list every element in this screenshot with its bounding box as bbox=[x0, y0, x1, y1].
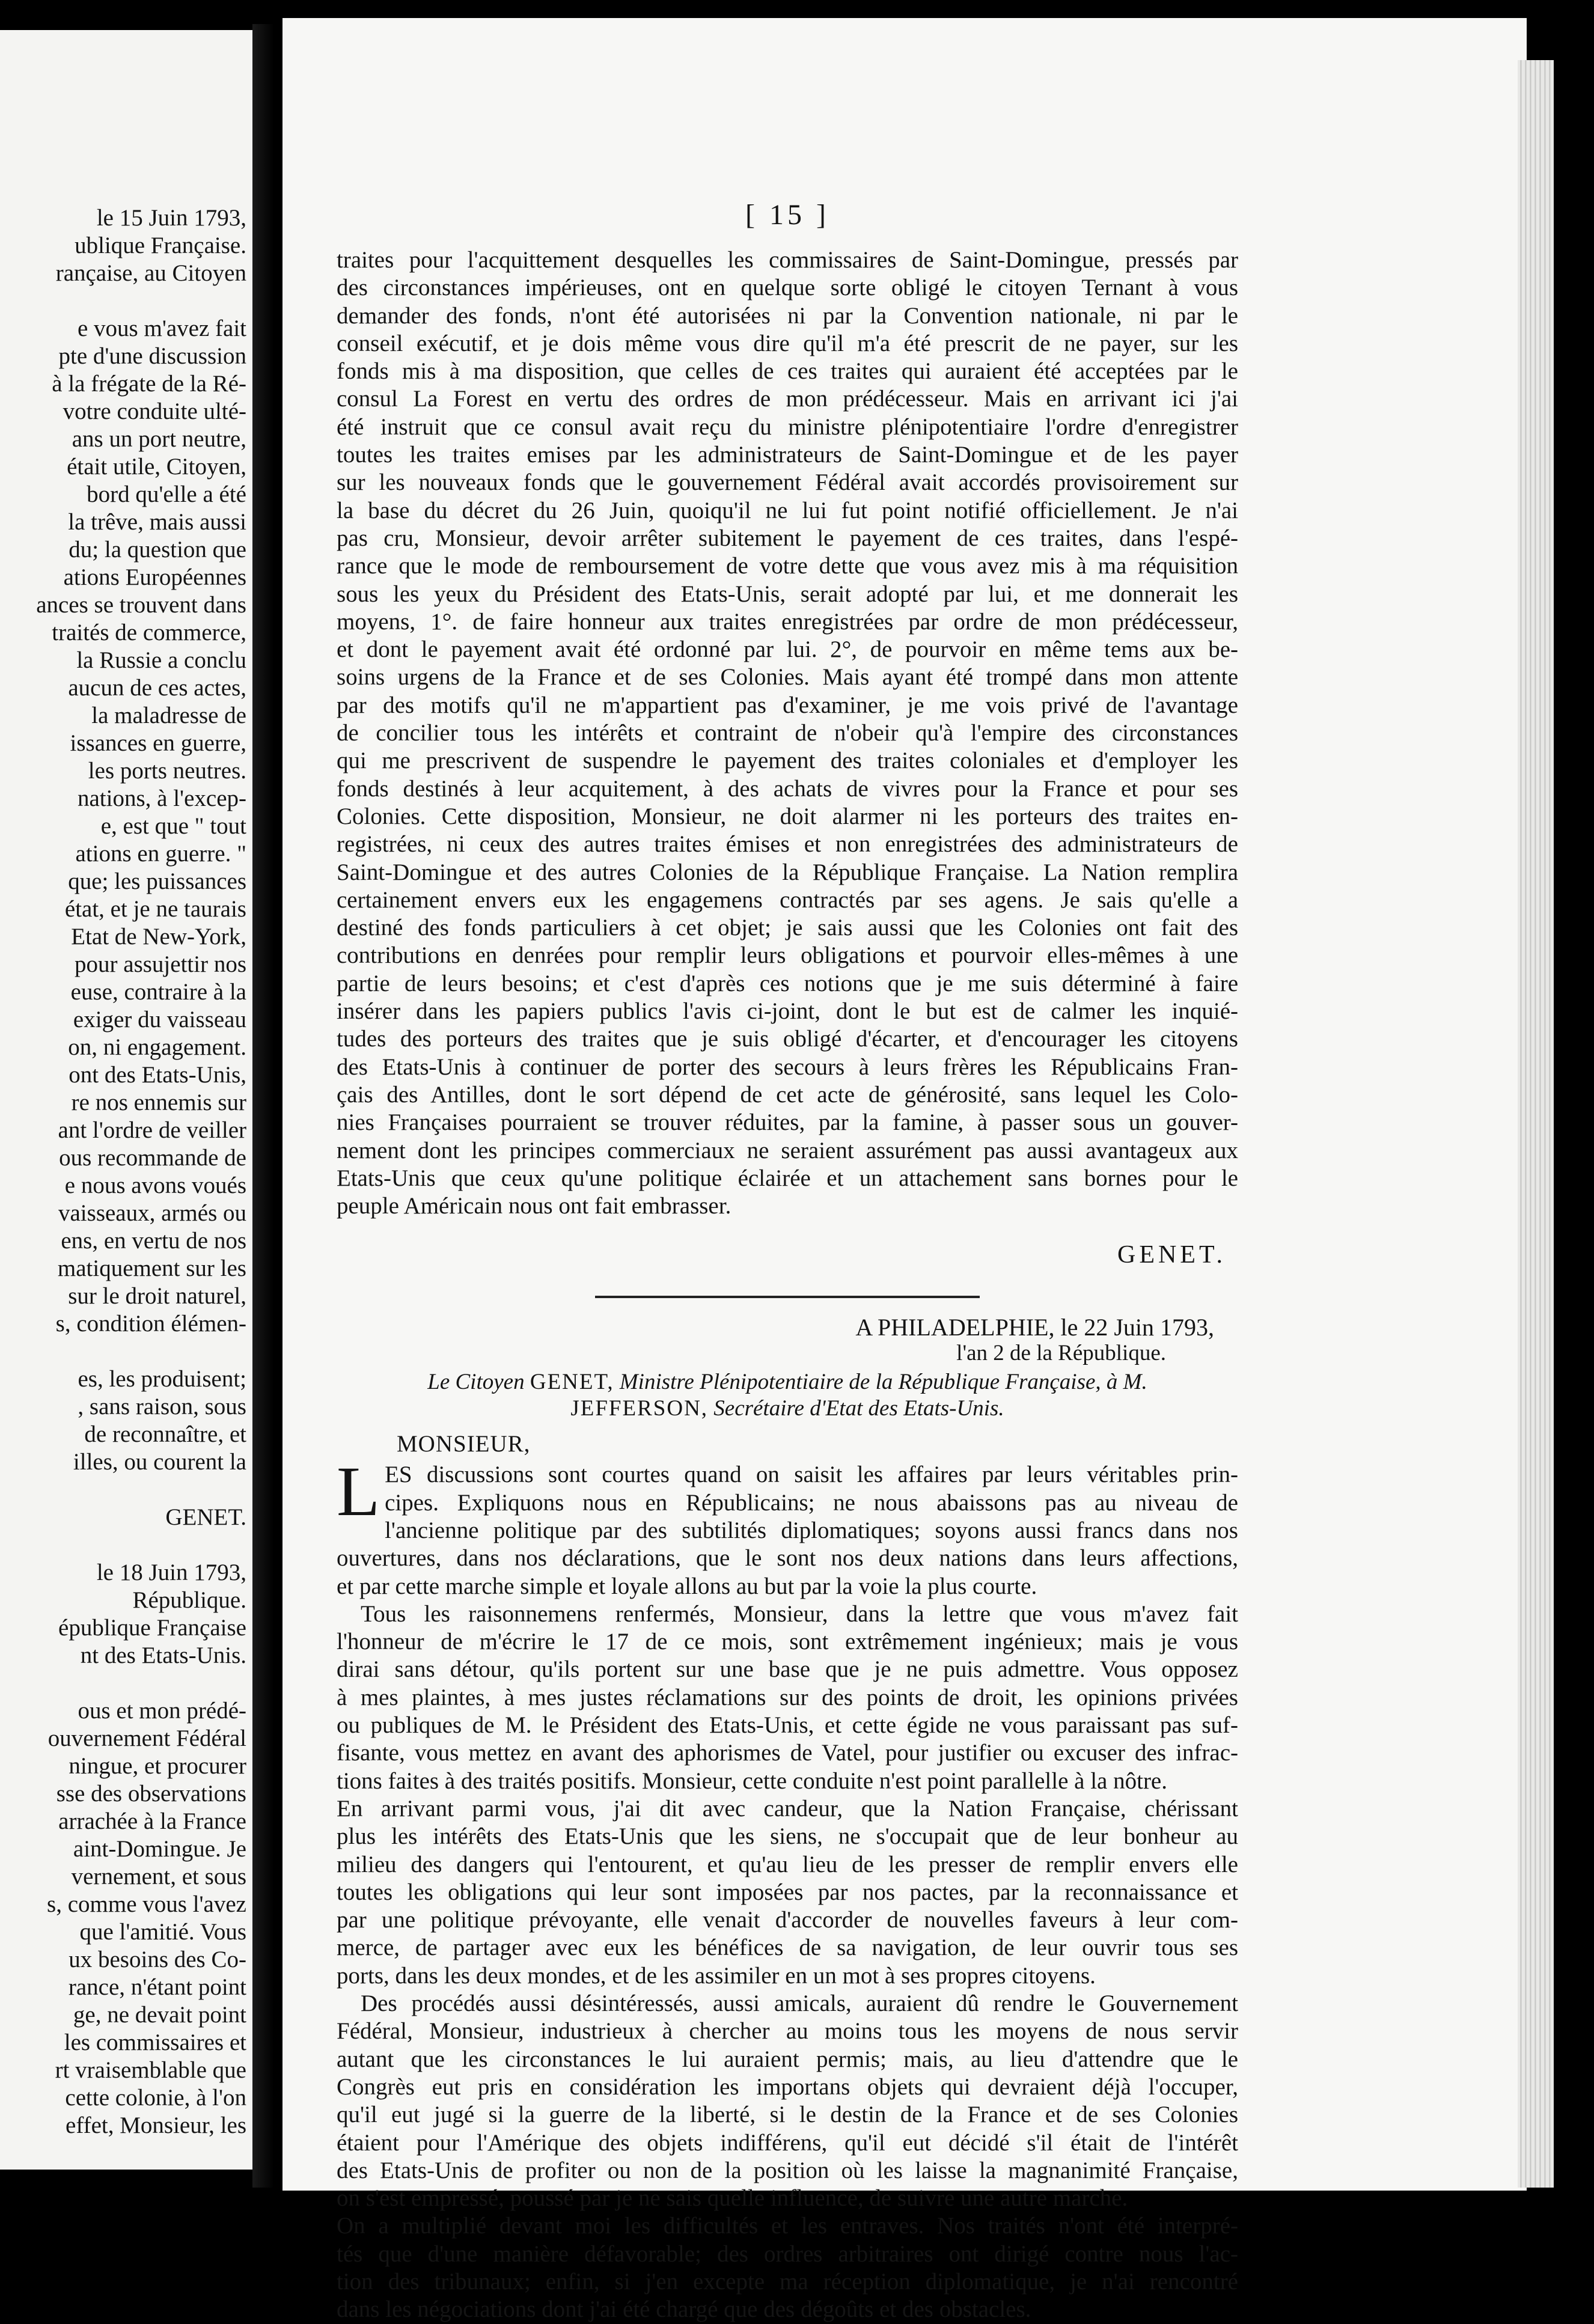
text-line: toutes les obligations qui leur sont imposées par nos pactes, par la reconnaissance et bbox=[337, 1879, 1238, 1905]
text-line: ouvertures, dans nos déclarations, que le sont nos deux nations dans leurs affections, bbox=[337, 1545, 1238, 1572]
text-line: euse, contraire à la bbox=[70, 979, 246, 1005]
text-line: des Etats-Unis à continuer de porter des secours à leurs frères les Républicains Fran- bbox=[337, 1054, 1238, 1080]
text-line: peuple Américain nous ont fait embrasser. bbox=[337, 1193, 731, 1219]
text-line: la maladresse de bbox=[91, 703, 246, 728]
text-line: issances en guerre, bbox=[70, 730, 246, 756]
text-line: destiné des fonds particuliers à cet objet; je sais aussi que les Colonies ont fait des bbox=[337, 915, 1238, 941]
text-line: pte d'une discussion bbox=[58, 343, 246, 369]
text-line: En arrivant parmi vous, j'ai dit avec candeur, que la Nation Française, chérissant bbox=[337, 1795, 1238, 1822]
section-divider bbox=[595, 1296, 980, 1298]
text-line: l'honneur de m'écrire le 17 de ce mois, sont extrêmement ingénieux; mais je vous bbox=[337, 1629, 1238, 1655]
text-line: ous recommande de bbox=[59, 1145, 246, 1171]
text-line: ports, dans les deux mondes, et de les assimiler en un mot à ses propres citoyens. bbox=[337, 1962, 1096, 1989]
text-line: sur le droit naturel, bbox=[68, 1283, 246, 1309]
text-line: ations en guerre. " bbox=[75, 841, 246, 867]
text-line: l'ancienne politique par des subtilités diplomatiques; soyons aussi francs dans nos bbox=[385, 1517, 1238, 1543]
text-line: cette colonie, à l'on bbox=[65, 2085, 246, 2111]
text-line: sous les yeux du Président des Etats-Unis, serait adopté par lui, et me donnerait les bbox=[337, 581, 1238, 607]
text-line: ux besoins des Co- bbox=[69, 1947, 246, 1972]
text-line: et dont le payement avait été ordonné par lui. 2°, de pourvoir en même tems aux be- bbox=[337, 636, 1238, 663]
text-line: la trêve, mais aussi bbox=[68, 509, 246, 535]
text-line: tés que d'une manière défavorable; des ordres arbitraires ont dirigé contre nous l'ac- bbox=[337, 2240, 1238, 2267]
text-line: République. bbox=[132, 1587, 246, 1613]
text-line: tion des tribunaux; enfin, si j'en excepte ma réception diplomatique, je n'ai rencontré bbox=[337, 2269, 1238, 2295]
header-name-jefferson: JEFFERSON, bbox=[570, 1396, 709, 1421]
text-line: qu'il eut jugé si la guerre de la liberté, si le destin de la France et de ses Colonies bbox=[337, 2102, 1238, 2128]
text-line: on, ni engagement. bbox=[68, 1034, 246, 1060]
text-line: aint-Domingue. Je bbox=[73, 1836, 246, 1862]
text-line: Tous les raisonnemens renfermés, Monsieur, dans la lettre que vous m'avez fait bbox=[361, 1600, 1238, 1627]
text-line: re nos ennemis sur bbox=[71, 1090, 246, 1115]
text-line: à la frégate de la Ré- bbox=[52, 371, 246, 397]
text-line: nt des Etats-Unis. bbox=[80, 1642, 246, 1668]
text-line: ens, en vertu de nos bbox=[61, 1228, 246, 1254]
text-line: par des motifs qu'il ne m'appartient pas d'examiner, je me vois privé de l'avantage bbox=[337, 692, 1238, 718]
letter1-body bbox=[337, 246, 1238, 1220]
text-line: contributions en denrées pour remplir leurs obligations et pourvoir elles-mêmes à une bbox=[337, 942, 1238, 969]
drop-cap: L bbox=[337, 1452, 380, 1531]
left-page-text-column bbox=[0, 204, 246, 2139]
text-line: rance que le mode de remboursement de votre dette que vous avez mis à ma réquisition bbox=[337, 553, 1238, 579]
text-line: des Etats-Unis de profiter ou non de la position où les laisse la magnanimité Française, bbox=[337, 2157, 1238, 2183]
text-line: Des procédés aussi désintéressés, aussi amicals, auraient dû rendre le Gouvernement bbox=[361, 1990, 1238, 2017]
text-line: nations, à l'excep- bbox=[78, 785, 246, 811]
text-line: nement dont les principes commerciaux ne seraient assurément pas aussi avantageux aux bbox=[337, 1137, 1238, 1164]
text-line: moyens, 1°. de faire honneur aux traites enregistrées par ordre de mon prédécesseur, bbox=[337, 608, 1238, 635]
text-line: pour assujettir nos bbox=[75, 951, 246, 977]
text-line: les commissaires et bbox=[64, 2030, 246, 2055]
text-line: Saint-Domingue et des autres Colonies de la République Française. La Nation remplira bbox=[337, 859, 1238, 885]
text-line: soins urgens de la France et de ses Colonies. Mais ayant été trompé dans mon attente bbox=[337, 664, 1238, 691]
text-line: on s'est empressé, poussé par je ne sais quelle influence, de suivre une autre marche. bbox=[337, 2185, 1128, 2212]
text-line: les ports neutres. bbox=[88, 758, 246, 784]
letter2-dateline: A PHILADELPHIE, le 22 Juin 1793, bbox=[855, 1314, 1214, 1341]
text-line: autant que les circonstances le lui auraient permis; mais, au lieu d'attendre que le bbox=[337, 2046, 1238, 2072]
text-line: était utile, Citoyen, bbox=[67, 454, 246, 480]
text-line: certainement envers eux les engagemens contractés par ses agens. Je sais qu'elle a bbox=[337, 886, 1238, 913]
text-line: , sans raison, sous bbox=[78, 1394, 246, 1420]
text-line: ations Européennes bbox=[63, 564, 246, 590]
text-line bbox=[0, 1670, 246, 1697]
text-line: On a multiplié devant moi les difficultés et les entraves. Nos traités n'ont été interpré- bbox=[337, 2213, 1238, 2239]
text-line: s, condition élémen- bbox=[55, 1311, 246, 1337]
text-line: la Russie a conclu bbox=[76, 647, 246, 673]
text-line: des circonstances impérieuses, ont en quelque sorte obligé le citoyen Ternant à vous bbox=[337, 275, 1238, 301]
text-line: tudes des porteurs des traites que je suis obligé d'écarter, et d'encourager les citoyens bbox=[337, 1026, 1238, 1052]
text-line bbox=[0, 1338, 246, 1365]
text-line: rance, n'étant point bbox=[68, 1974, 246, 2000]
text-line: demander des fonds, n'ont été autorisées ni par la Convention nationale, ni par le bbox=[337, 302, 1238, 329]
text-line: été instruit que ce consul avait reçu du ministre plénipotentiaire l'ordre d'enregistrer bbox=[337, 413, 1238, 440]
text-line: partie de leurs besoins; et c'est d'après ces notions que je me suis déterminé à faire bbox=[337, 970, 1238, 996]
text-line: merce, de partager avec eux les bénéfices de sa navigation, de leur ouvrir tous ses bbox=[337, 1935, 1238, 1961]
text-line: çais des Antilles, dont le sort dépend de cet acte de générosité, sans lequel les Colo- bbox=[337, 1081, 1238, 1108]
text-line: de reconnaître, et bbox=[84, 1421, 246, 1447]
text-line: vaisseaux, armés ou bbox=[58, 1200, 246, 1226]
letter2-dateline-year: l'an 2 de la République. bbox=[956, 1341, 1166, 1366]
text-line: effet, Monsieur, les bbox=[66, 2112, 246, 2138]
text-line: par une politique prévoyante, elle venait d'accorder de nouvelles faveurs à leur com- bbox=[337, 1907, 1238, 1933]
left-facing-page bbox=[0, 30, 252, 2170]
text-line: pas cru, Monsieur, devoir arrêter subitement le payement de ces traites, dans l'espé- bbox=[337, 525, 1238, 551]
scan-border bbox=[1557, 0, 1594, 2207]
letter2-header bbox=[337, 1369, 1238, 1422]
text-line: vernement, et sous bbox=[71, 1864, 246, 1889]
text-line: s, comme vous l'avez bbox=[47, 1891, 246, 1917]
text-line: registrées, ni ceux des autres traites émises et non enregistrées des administrateurs de bbox=[337, 831, 1238, 858]
text-line: bord qu'elle a été bbox=[87, 481, 246, 507]
text-line: exiger du vaisseau bbox=[73, 1007, 246, 1032]
text-line: tions faites à des traités positifs. Monsieur, cette conduite n'est point parallelle à la nôtre. bbox=[337, 1767, 1167, 1794]
text-line: le 15 Juin 1793, bbox=[96, 205, 246, 231]
text-line: du; la question que bbox=[69, 537, 246, 563]
letter2-body bbox=[337, 1452, 1238, 2323]
text-line: cipes. Expliquons nous en Républicains; ne nous abaissons pas au niveau de bbox=[385, 1489, 1238, 1516]
text-line: ningue, et procurer bbox=[69, 1753, 246, 1779]
text-line: Fédéral, Monsieur, industrieux à chercher au moins tous les moyens de nous servir bbox=[337, 2018, 1238, 2045]
text-line: Etats-Unis que ceux qu'une politique éclairée et un attachement sans bornes pour le bbox=[337, 1165, 1238, 1191]
text-line bbox=[0, 287, 246, 315]
text-line: qui me prescrivent de suspendre le payement des traites coloniales et d'employer les bbox=[337, 748, 1238, 774]
text-line: es, les produisent; bbox=[78, 1366, 246, 1392]
text-line: étaient pour l'Amérique des objets indifférens, qu'il eut décidé s'il était de l'intérêt bbox=[337, 2129, 1238, 2156]
text-line: état, et je ne taurais bbox=[64, 896, 246, 922]
page-number: [ 15 ] bbox=[745, 199, 829, 231]
text-line: dans les négociations dont j'ai été chargé que des dégoûts et des obstacles. bbox=[337, 2296, 1031, 2323]
letter1-signature: GENET. bbox=[1117, 1241, 1226, 1269]
text-line: et par cette marche simple et loyale allons au but par la voie la plus courte. bbox=[337, 1573, 1037, 1599]
text-line: ans un port neutre, bbox=[72, 426, 246, 452]
page-edges bbox=[1518, 60, 1554, 2188]
header-name-genet: GENET, bbox=[530, 1370, 614, 1395]
text-line: conseil exécutif, et je dois même vous dire qu'il m'a été prescrit de ne payer, sur les bbox=[337, 330, 1238, 356]
text-line: ant l'ordre de veiller bbox=[58, 1117, 246, 1143]
text-line: dirai sans détour, qu'ils portent sur une base que je ne puis admettre. Vous opposez bbox=[337, 1656, 1238, 1683]
text-line: rt vraisemblable que bbox=[55, 2057, 246, 2083]
text-line: que; les puissances bbox=[68, 868, 246, 894]
text-line: e nous avons voués bbox=[64, 1173, 246, 1198]
text-line: sur les nouveaux fonds que le gouvernement Fédéral avait accordés provisoirement sur bbox=[337, 469, 1238, 496]
text-line: insérer dans les papiers publics l'avis ci-joint, dont le but est de calmer les inquié- bbox=[337, 998, 1238, 1025]
text-line: arrachée à la France bbox=[58, 1808, 246, 1834]
text-line: ont des Etats-Unis, bbox=[69, 1062, 246, 1088]
text-line: ouvernement Fédéral bbox=[47, 1725, 246, 1751]
text-line: ances se trouvent dans bbox=[36, 592, 246, 618]
text-line: aucun de ces actes, bbox=[68, 675, 246, 701]
text-line: ublique Française. bbox=[75, 233, 246, 258]
text-line: ge, ne devait point bbox=[73, 2002, 246, 2028]
text-line: plus les intérêts des Etats-Unis que les siens, ne s'occupait que de leur bonheur au bbox=[337, 1823, 1238, 1850]
text-line: matiquement sur les bbox=[57, 1255, 246, 1281]
text-line: illes, ou courent la bbox=[73, 1449, 246, 1475]
main-text-block bbox=[337, 198, 1238, 2324]
text-line: de concilier tous les intérêts et contraint de n'obeir qu'à l'empire des circonstances bbox=[337, 720, 1238, 746]
text-line: e, est que " tout bbox=[100, 813, 246, 839]
text-line: votre conduite ulté- bbox=[63, 398, 246, 424]
letter2-lines bbox=[337, 1452, 1238, 2323]
text-line: traités de commerce, bbox=[52, 620, 246, 645]
text-line: toutes les traites emises par les administrateurs de Saint-Domingue et de les payer bbox=[337, 442, 1238, 468]
text-line: ous et mon prédé- bbox=[78, 1698, 246, 1724]
text-line: nies Françaises pourraient se trouver réduites, par la famine, à passer sous un gouver- bbox=[337, 1109, 1238, 1136]
text-line: Etat de New-York, bbox=[71, 924, 246, 950]
text-line bbox=[0, 1531, 246, 1559]
text-line: traites pour l'acquittement desquelles les commissaires de Saint-Domingue, pressés par bbox=[337, 247, 1238, 273]
letter2-salutation: MONSIEUR, bbox=[397, 1431, 531, 1457]
text-line: que l'amitié. Vous bbox=[79, 1919, 246, 1945]
text-line: Colonies. Cette disposition, Monsieur, ne doit alarmer ni les porteurs des traites en- bbox=[337, 803, 1238, 829]
text-line: GENET. bbox=[165, 1504, 246, 1530]
text-line: fonds destinés à leur acquitement, à des achats de vivres pour la France et pour ses bbox=[337, 775, 1238, 802]
text-line: e vous m'avez fait bbox=[78, 316, 246, 341]
text-line: la base du décret du 26 Juin, quoiqu'il ne lui fut point notifié officiellement. Je n'ai bbox=[337, 497, 1238, 523]
text-line: fisante, vous mettez en avant des aphorismes de Vatel, pour justifier ou excuser des infrac- bbox=[337, 1740, 1238, 1766]
text-line: milieu des dangers qui l'entourent, et qu'au lieu de les presser de remplir envers elle bbox=[337, 1851, 1238, 1877]
text-line: rançaise, au Citoyen bbox=[55, 260, 246, 286]
text-line: ES discussions sont courtes quand on saisit les affaires par leurs véritables prin- bbox=[385, 1462, 1238, 1488]
text-line: ou publiques de M. le Président des Etats-Unis, et cette égide ne vous paraissant pas suf- bbox=[337, 1712, 1238, 1739]
text-line: consul La Forest en vertu des ordres de mon prédécesseur. Mais en arrivant ici j'ai bbox=[337, 386, 1238, 412]
text-line: fonds mis à ma disposition, que celles de ces traites qui auraient été acceptées par le bbox=[337, 358, 1238, 385]
text-line: à mes plaintes, à mes justes réclamations sur des points de droit, les opinions privées bbox=[337, 1684, 1238, 1710]
text-line: sse des observations bbox=[56, 1781, 246, 1807]
header-part-a: Le Citoyen bbox=[427, 1370, 530, 1395]
header-part-c: Secrétaire d'Etat des Etats-Unis. bbox=[708, 1396, 1004, 1421]
text-line: épublique Française bbox=[58, 1615, 246, 1641]
text-line bbox=[0, 1476, 246, 1504]
header-part-b: Ministre Plénipotentiaire de la République Française, à M. bbox=[614, 1370, 1147, 1395]
text-line: le 18 Juin 1793, bbox=[96, 1560, 246, 1585]
text-line: Congrès eut pris en considération les importans objets qui devraient déjà l'occuper, bbox=[337, 2073, 1238, 2100]
